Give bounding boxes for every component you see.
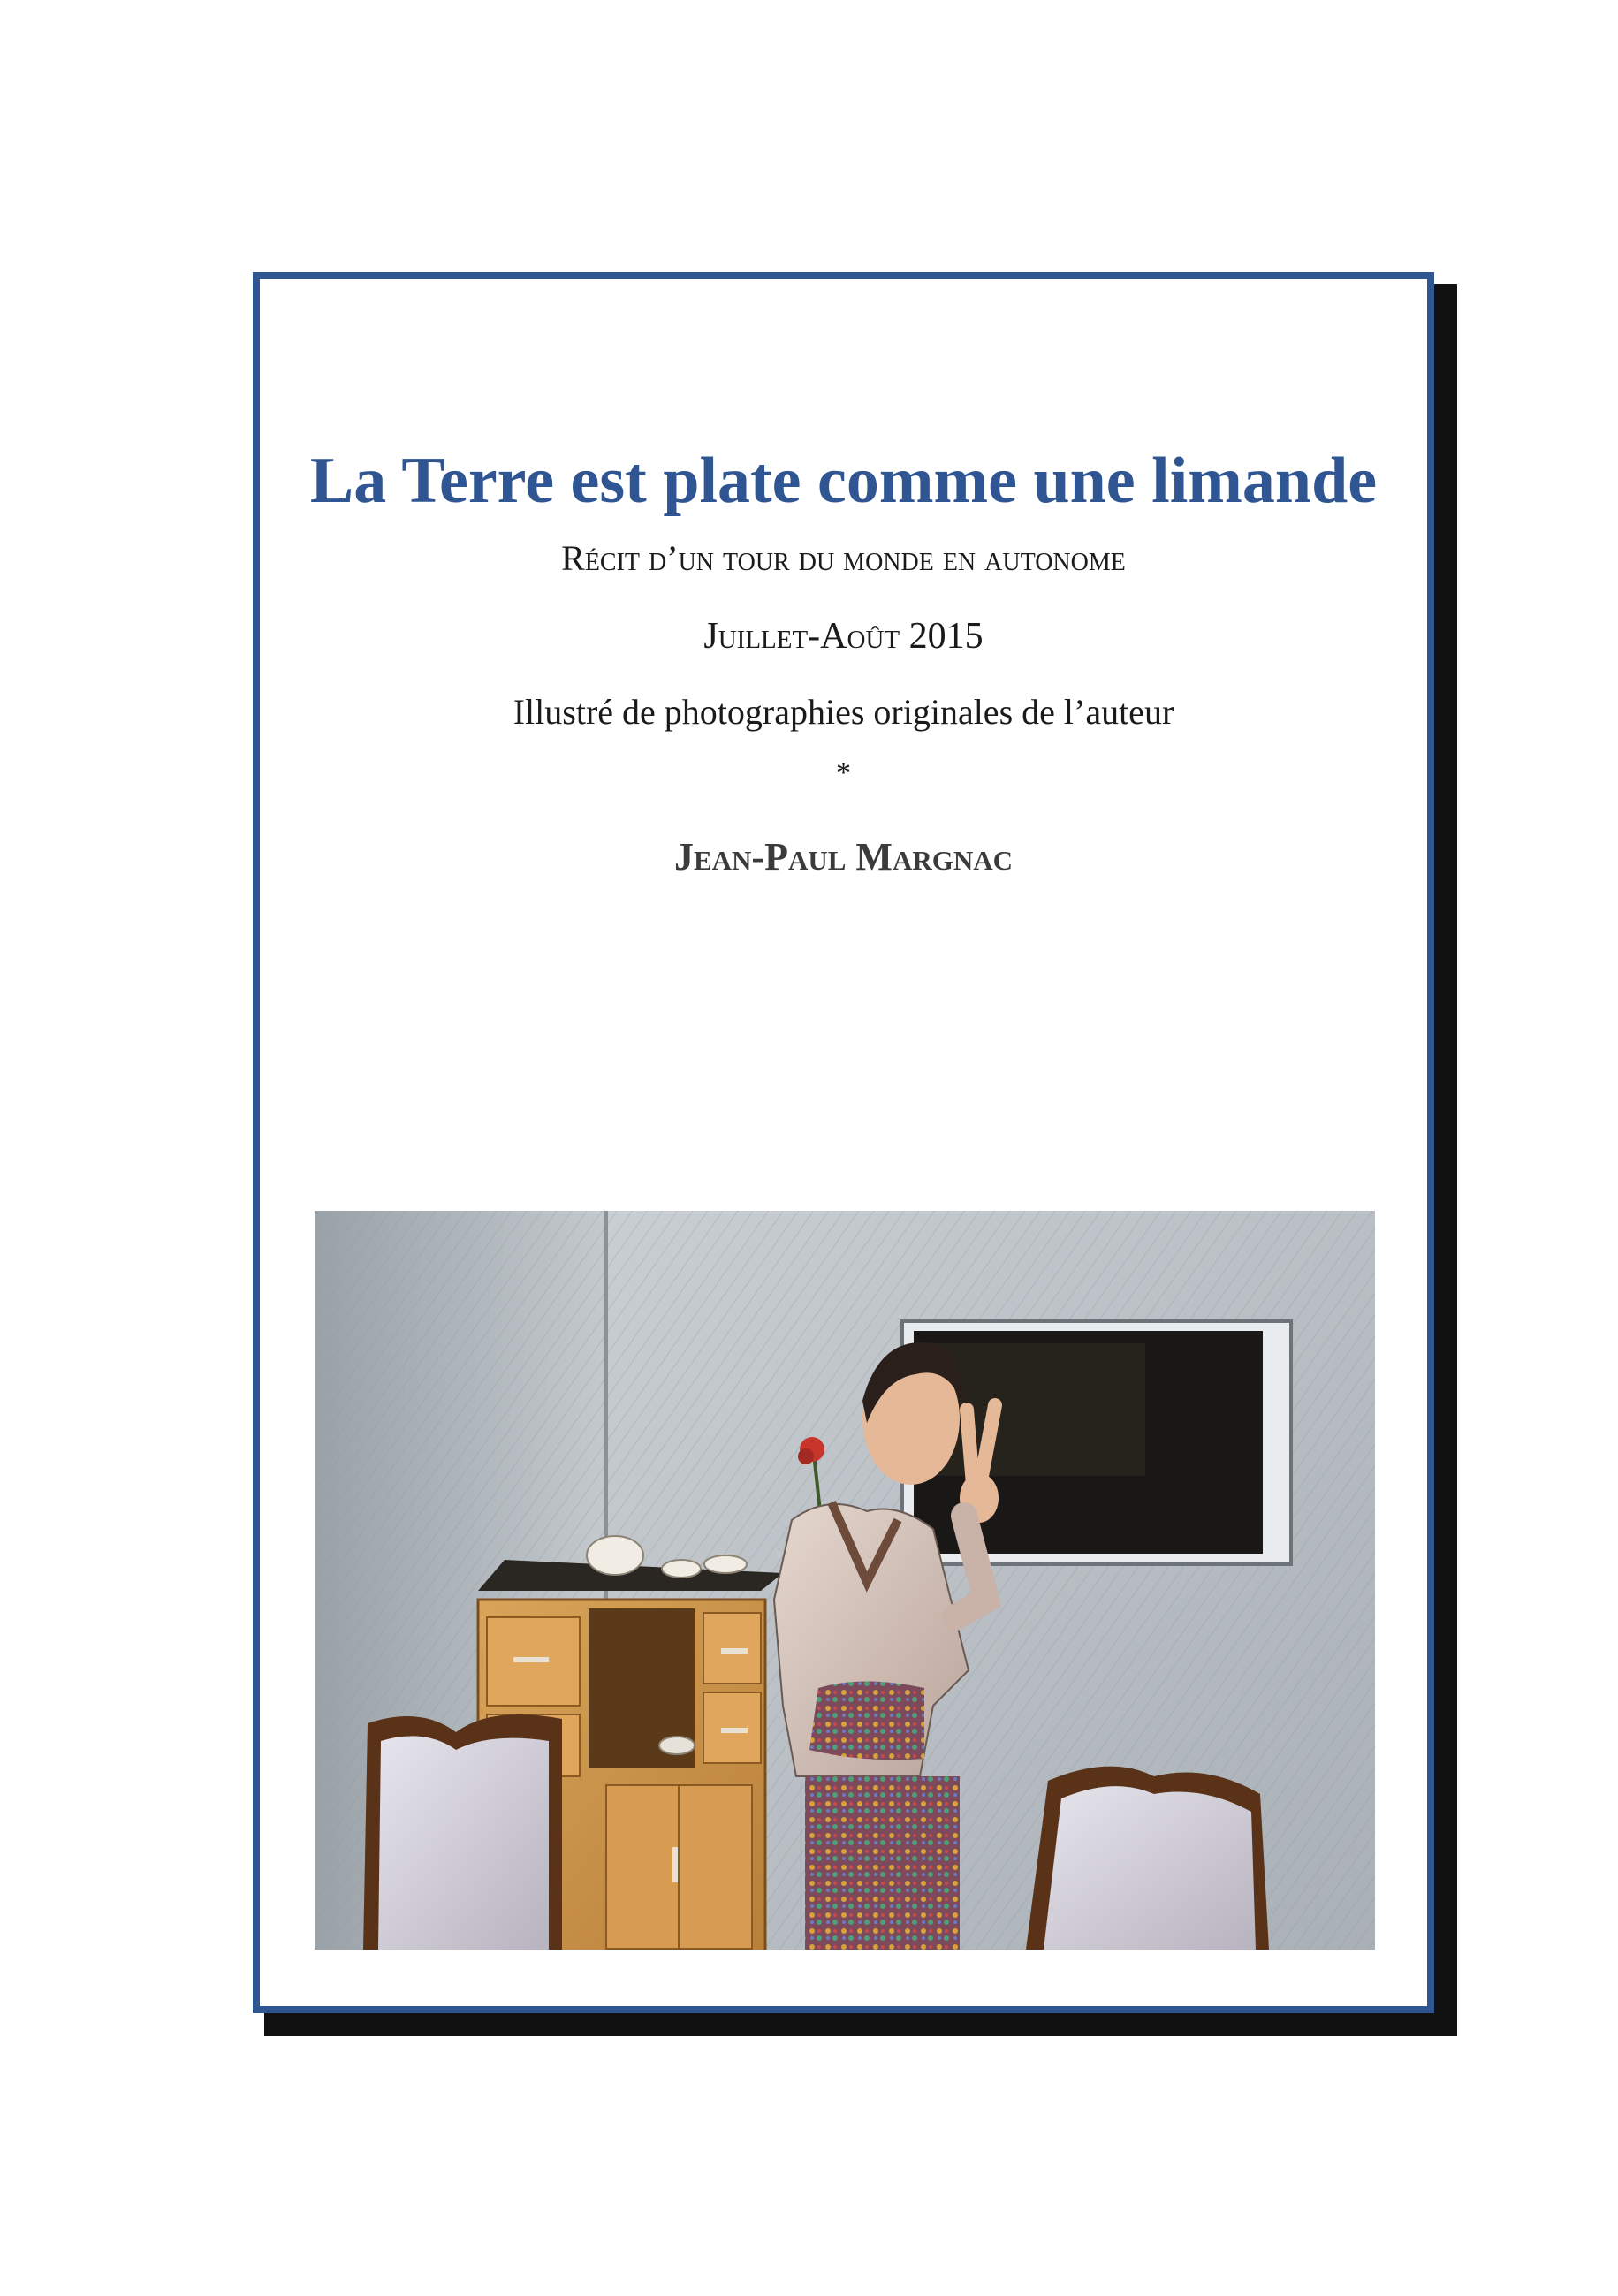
- book-subtitle: Récit d’un tour du monde en autonome: [561, 538, 1126, 578]
- separator-asterisk: *: [836, 756, 851, 789]
- cover-frame: [253, 272, 1434, 2013]
- book-title: La Terre est plate comme une limande: [309, 445, 1378, 517]
- author-name: Jean-Paul Margnac: [673, 835, 1013, 878]
- travel-dates: Juillet-Août 2015: [703, 616, 984, 657]
- cover-photo: [315, 1211, 1375, 1950]
- illustration-note: Illustré de photographies originales de l’auteur: [513, 692, 1174, 732]
